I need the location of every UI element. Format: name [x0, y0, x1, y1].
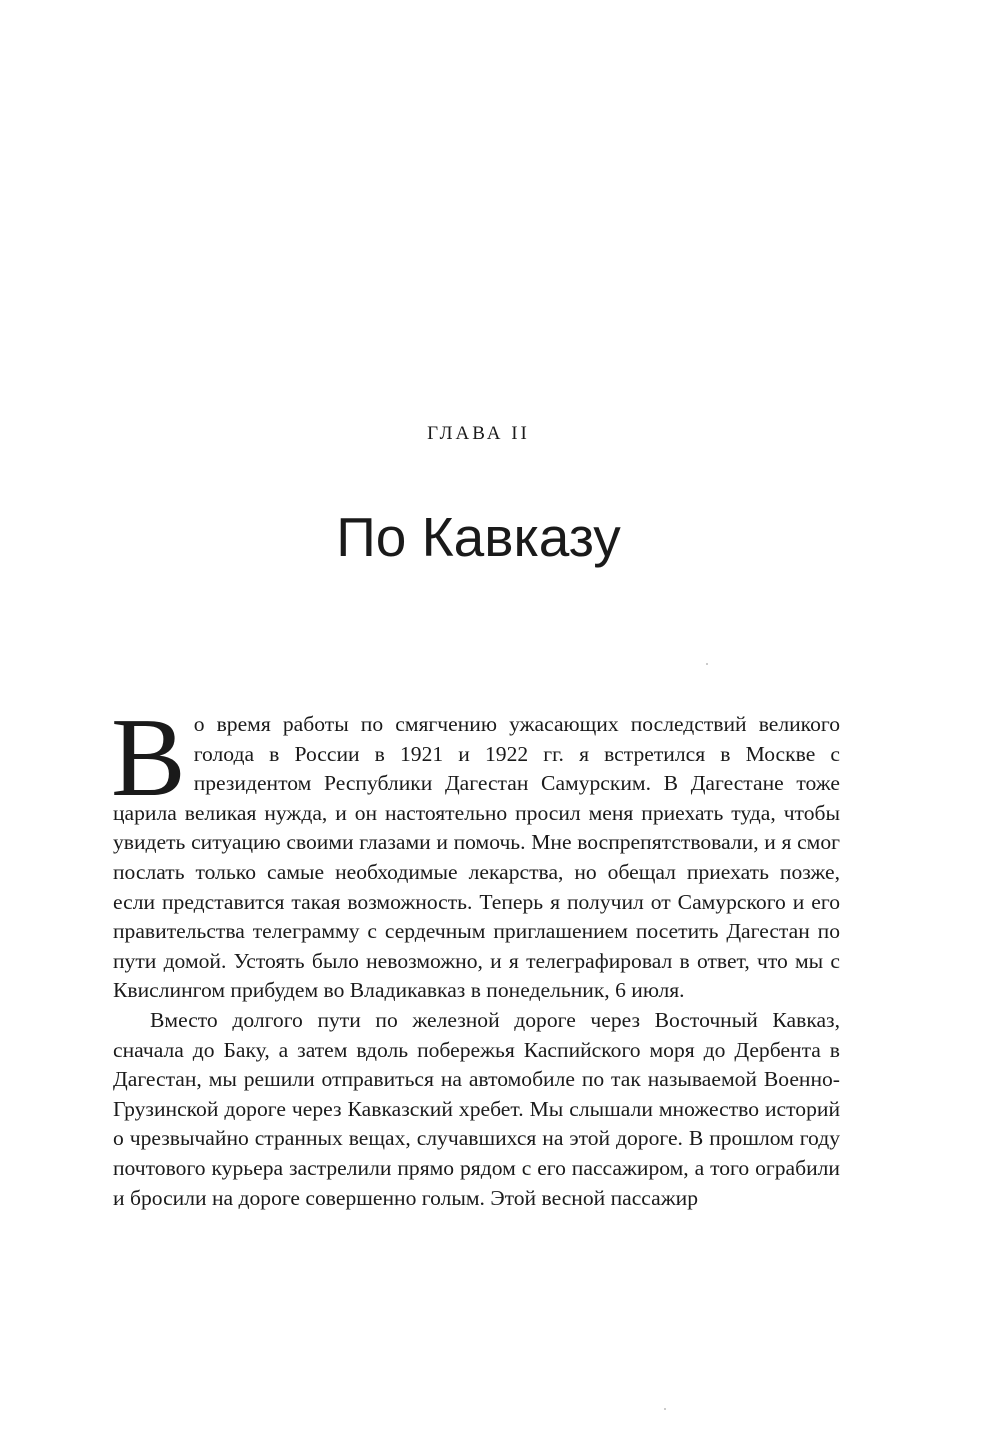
body-text [111, 696, 840, 1213]
scan-speck [664, 1408, 666, 1410]
chapter-title: По Кавказу [336, 506, 621, 568]
paragraph-2: Вместо долгого пути по железной дороге через Восточный Кавказ, сначала до Баку, а затем вдоль побережья Каспийского моря до Дербента в Дагестан, мы решили отправиться на автомобиле по так называемой Военно-Грузинской дороге через Кавказский хребет. Мы слышали множество историй о чрезвычайно странных вещах, случавшихся на этой дороге. В прошлом году почтового курьера застрелили прямо рядом с его пассажиром, а того ограбили и бросили на дороге совершенно голым. Этой весной пассажир [113, 1007, 840, 1210]
scan-speck [706, 663, 708, 665]
paragraph-1 [111, 696, 840, 1006]
chapter-label: ГЛАВА II [427, 423, 530, 444]
paragraph-1-text: о время работы по смягчению ужасающих последствий великого голода в России в 1921 и 1922 гг. я встретился в Москве с президентом Республики Дагестан Самурским. В Дагестане тоже царила великая нужда, и он настоятельно просил меня приехать туда, чтобы увидеть ситуацию своими глазами и помочь. Мне воспрепятствовали, и я смог послать только самые необходимые лекарства, но обещал приехать позже, если представится такая возможность. Теперь я получил от Самурского и его правительства телеграмму с сердечным приглашением посетить Дагестан по пути домой. Устоять было невозможно, и я телеграфировал в ответ, что мы с Квислингом прибудем во Владикавказ в понедельник, 6 июля. [113, 712, 840, 1003]
drop-cap: В [111, 696, 186, 820]
